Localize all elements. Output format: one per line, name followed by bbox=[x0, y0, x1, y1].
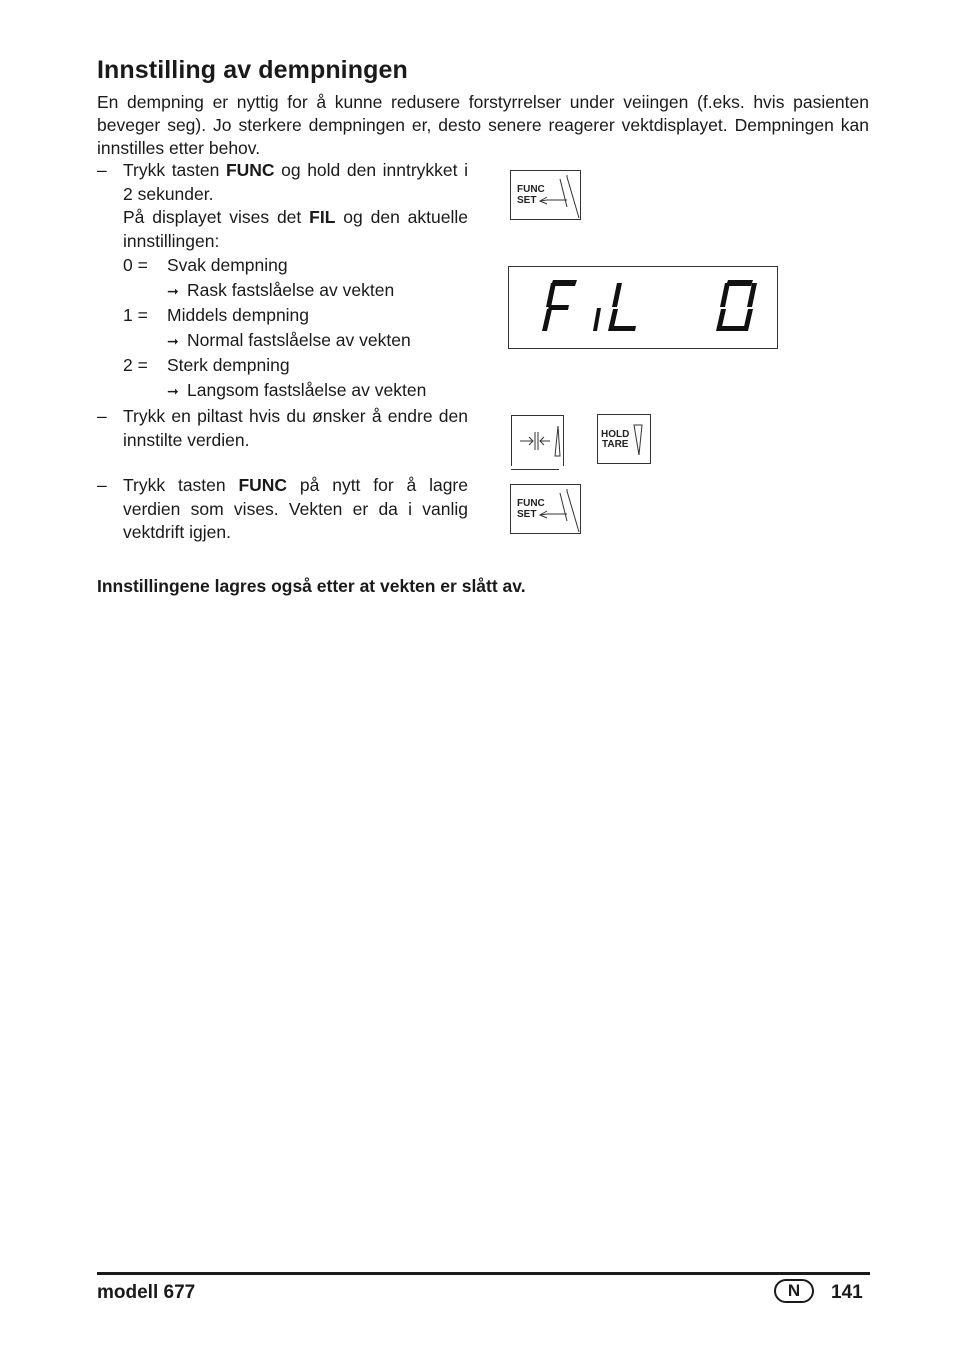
option-1-number: 1 = bbox=[123, 305, 148, 325]
language-badge: N bbox=[774, 1279, 814, 1303]
step-dash: – bbox=[97, 475, 107, 495]
hold-tare-key-illustration bbox=[597, 414, 651, 464]
step-3-text-before: Trykk tasten bbox=[123, 475, 239, 495]
page-title: Innstilling av dempningen bbox=[97, 56, 408, 84]
step-3 bbox=[97, 474, 468, 545]
lcd-display bbox=[508, 266, 778, 349]
func-set-key-illustration bbox=[510, 170, 581, 220]
zero-arrow-icon bbox=[512, 416, 563, 466]
return-arrow-icon bbox=[511, 485, 580, 533]
arrow-right-icon: ➞ bbox=[167, 333, 179, 349]
hold-key-label: HOLD bbox=[601, 429, 630, 440]
step-1-display-text-before: På displayet vises det bbox=[123, 207, 310, 227]
step-1-display-text-after: og den aktuelle innstillingen: bbox=[123, 207, 468, 251]
option-1 bbox=[123, 304, 468, 329]
option-2-result bbox=[123, 379, 468, 404]
step-1-display-code: FIL bbox=[309, 207, 336, 227]
option-0-label: Svak dempning bbox=[167, 255, 288, 275]
option-2-label: Sterk dempning bbox=[167, 355, 290, 375]
option-1-result-text: Normal fastslåelse av vekten bbox=[187, 330, 411, 350]
set-key-label: SET bbox=[517, 509, 537, 520]
step-1-block bbox=[97, 159, 468, 404]
step-1-text-before: Trykk tasten bbox=[123, 160, 226, 180]
step-1-text-after: og hold den inntrykket i 2 sekunder. bbox=[123, 160, 468, 204]
step-3-key-name: FUNC bbox=[238, 475, 288, 495]
step-dash: – bbox=[97, 160, 107, 180]
tare-key-label: TARE bbox=[602, 439, 629, 450]
option-2-result-text: Langsom fastslåelse av vekten bbox=[187, 380, 427, 400]
step-1-key-name: FUNC bbox=[225, 160, 275, 180]
option-0-result-text: Rask fastslåelse av vekten bbox=[187, 280, 395, 300]
key-base-line bbox=[511, 469, 559, 470]
step-2 bbox=[97, 405, 468, 452]
option-1-result bbox=[123, 329, 468, 354]
option-1-label: Middels dempning bbox=[167, 305, 310, 325]
arrow-right-icon: ➞ bbox=[167, 383, 179, 399]
arrow-right-icon: ➞ bbox=[167, 283, 179, 299]
func-key-label: FUNC bbox=[517, 184, 545, 195]
func-set-key-illustration-2 bbox=[510, 484, 581, 534]
step-3-block bbox=[97, 474, 468, 545]
return-arrow-icon bbox=[511, 171, 580, 219]
footer-model: modell 677 bbox=[97, 1282, 196, 1303]
option-2 bbox=[123, 354, 468, 379]
step-1 bbox=[97, 159, 468, 253]
page-number: 141 bbox=[831, 1282, 863, 1303]
lcd-segments bbox=[509, 267, 777, 348]
func-key-label: FUNC bbox=[517, 498, 545, 509]
footer-divider bbox=[97, 1272, 870, 1275]
step-2-text: Trykk en piltast hvis du ønsker å endre den innstilte verdien. bbox=[123, 406, 468, 450]
option-0 bbox=[123, 254, 468, 279]
option-0-number: 0 = bbox=[123, 255, 148, 275]
set-key-label: SET bbox=[517, 195, 537, 206]
intro-paragraph: En dempning er nyttig for å kunne redusere forstyrrelser under veiingen (f.eks. hvis pasienten beveger seg). Jo sterkere dempningen er, desto senere reagerer vektdisplayet. Dempningen kan innstilles etter behov. bbox=[97, 92, 869, 158]
triangle-down-icon bbox=[598, 415, 650, 463]
arrow-key-illustration bbox=[511, 415, 564, 466]
options-list bbox=[97, 254, 468, 404]
option-2-number: 2 = bbox=[123, 355, 148, 375]
storage-note: Innstillingene lagres også etter at vekten er slått av. bbox=[97, 576, 526, 596]
step-3-text-after: på nytt for å lagre verdien som vises. Vekten er da i vanlig vektdrift igjen. bbox=[123, 475, 468, 542]
option-0-result bbox=[123, 279, 468, 304]
step-dash: – bbox=[97, 406, 107, 426]
step-2-block bbox=[97, 405, 468, 452]
